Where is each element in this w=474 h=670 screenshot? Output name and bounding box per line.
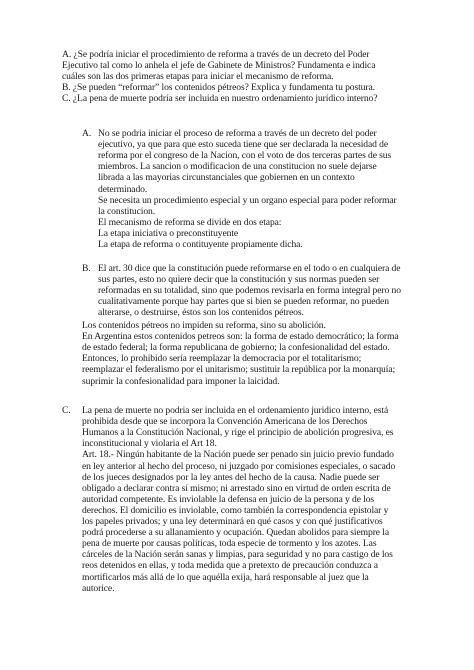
answer-c-line: autoridad competente. Es inviolable la defensa en juicio de la persona y de los [82,493,375,505]
answer-a-line: La etapa iniciativa o preconstituyente [98,227,239,239]
answer-c-line: de los jueces designados por la ley antes del hecho de la causa. Nadie puede ser [82,471,380,483]
answer-c-letter: C. [62,405,71,416]
answer-c-line: autorice. [82,582,115,594]
answer-b-paragraph-line: suprimir la confesionalidad para imponer la laicidad. [82,375,280,387]
answer-c-line: mortificarlos más allá de lo que aquélla exija, hará responsable al juez que la [82,571,369,583]
question-c-line: C. ¿La pena de muerte podría ser incluida en nuestro ordenamiento jurídico interno? [62,93,378,105]
answer-a-line: miembros. La sancion o modificacion de una constitucion no suele dejarse [98,161,377,173]
answer-a-line: El mecanismo de reforma se divide en dos etapa: [98,216,282,228]
answer-c-line: Humanos a la Constitución Nacional, y rige el principio de abolición progresiva, es [82,427,394,439]
question-a-line: A. ¿Se podría iniciar el procedimiento de reforma a través de un decreto del Poder [62,49,370,60]
answer-a-line: la constitucion. [98,205,156,217]
answer-c-line: Art. 18.- Ningún habitante de la Nación puede ser penado sin juicio previo fundado [82,449,394,461]
answer-b-paragraph-line: En Argentina estos contenidos petreos son: la forma de estado democrático; la forma [82,331,399,343]
answer-c-line: en ley anterior al hecho del proceso, ni juzgado por comisiones especiales, o sacado [82,460,396,472]
question-b-line: B. ¿Se pueden “reformar” los contenidos pétreos? Explica y fundamenta tu postura. [62,82,375,94]
answer-a-line: No se podria iniciar el proceso de reforma a través de un decreto del poder [98,128,377,139]
answer-c-line: los papeles privados; y una ley determinará en qué casos y con qué justificativos [82,516,383,527]
answer-c-line: podrá procederse a su allanamiento y ocupación. Quedan abolidos para siempre la [82,527,389,539]
answer-c-line: derechos. El domicilio es inviolable, como también la correspondencia epistolar y [82,504,389,516]
answer-b-line: alterarse, o destruirse, éstos son los contenidos pétreos. [98,307,304,319]
answer-b-paragraph-line: de estado federal; la forma republicana de gobierno; la confesionalidad del estado. [82,342,390,354]
answer-a-line: determinado. [98,183,148,195]
answer-a-line: reforma por el congreso de la Nacion, con el voto de dos terceras partes de sus [98,150,392,162]
answer-a-line: librada a las mayorias circunstanciales que gobiernen en un contexto [98,172,355,184]
answer-b-line: El art. 30 dice que la constitución puede reformarse en el todo o en cualquiera de [98,263,401,274]
answer-b-paragraph-line: reemplazar el federalismo por el unitarismo; sustituir la república por la monarquía; [82,364,396,376]
answer-c-line: cárceles de la Nación serán sanas y limpias, para seguridad y no para castigo de los [82,549,393,561]
answer-c-line: pena de muerte por causas políticas, toda especie de tormento y los azotes. Las [82,538,377,550]
question-a-line: cuáles son las dos primeras etapas para iniciar el mecanismo de reforma. [62,71,334,83]
answer-b-paragraph-line: Los contenidos pétreos no impiden su reforma, sino su abolición. [82,320,326,331]
answer-a-letter: A. [82,128,92,139]
answer-a-line: ejecutivo, ya que para que esto suceda tiene que ser declarada la necesidad de [98,139,388,151]
question-a-line: Ejecutivo tal como lo anhela el jefe de Gabinete de Ministros? Fundamenta e indica [62,60,376,72]
answer-c-line: reos detenidos en ellas, y toda medida que a pretexto de precaución conduzca a [82,560,378,572]
answer-c-line: La pena de muerte no podria ser incluida en el ordenamiento juridico interno, está [82,405,389,416]
answer-a-line: Se necesita un procedimiento especial y un organo especial para poder reformar [98,194,397,206]
answer-b-line: reformadas en su totalidad, sino que podemos revisarla en forma integral pero no [98,285,401,297]
answer-b-letter: B. [82,263,91,274]
answer-b-line: cualitativamente porque hay partes que si bien se pueden reformar, no pueden [98,296,389,308]
answer-b-line: sus partes, esto no quiere decir que la constitución y sus normas pueden ser [98,274,380,286]
answer-a-line: La etapa de reforma o contituyente propiamente dicha. [98,239,303,250]
answer-c-line: inconstitucional y violaria el Art 18. [82,438,217,450]
answer-c-line: prohibida desde que se incorpora la Convención Americana de los Derechos [82,416,368,428]
answer-c-line: obligado a declarar contra sí mismo; ni arrestado sino en virtud de orden escrita de [82,482,391,494]
answer-b-paragraph-line: Entonces, lo prohibido sería reemplazar la democracia por el totalitarismo; [82,353,362,365]
